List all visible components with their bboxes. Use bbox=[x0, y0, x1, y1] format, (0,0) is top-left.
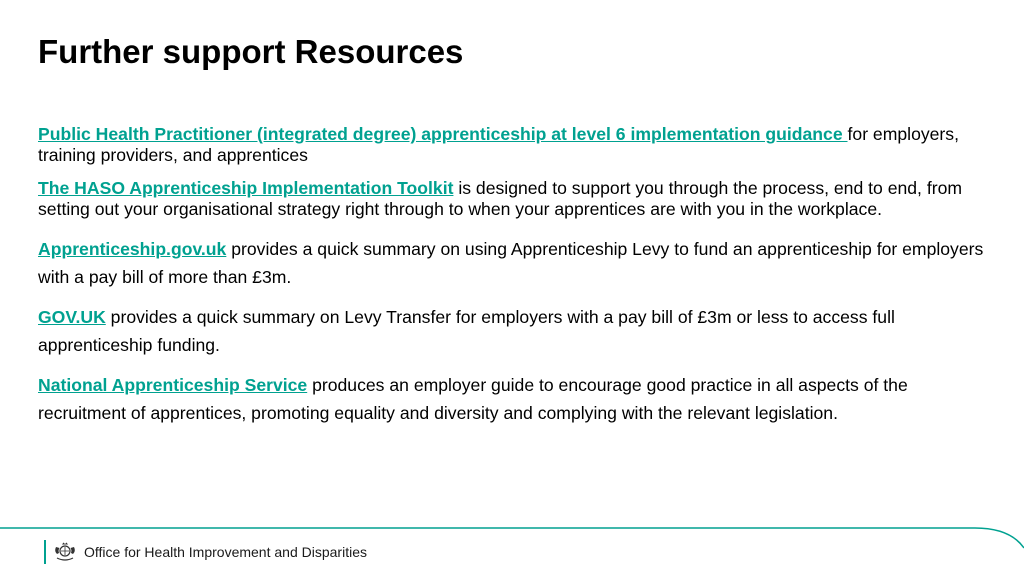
resource-description: for employers, training providers, and apprentices bbox=[38, 124, 959, 165]
link-gov-uk[interactable]: GOV.UK bbox=[38, 307, 106, 327]
resource-description: provides a quick summary on using Apprenticeship Levy to fund an apprenticeship for employers with a pay bill of more than £3m. bbox=[38, 239, 984, 287]
royal-crest-icon bbox=[53, 541, 77, 563]
resource-paragraph-nas bbox=[38, 371, 988, 427]
resource-description: produces an employer guide to encourage good practice in all aspects of the recruitment of apprentices, promoting equality and diversity and complying with the relevant legislation. bbox=[38, 375, 908, 423]
link-haso-toolkit[interactable]: The HASO Apprenticeship Implementation Toolkit bbox=[38, 178, 454, 198]
footer-accent-bar bbox=[44, 540, 46, 564]
page-title: Further support Resources bbox=[38, 33, 464, 70]
resource-paragraph-apprenticeship-gov bbox=[38, 235, 988, 291]
resource-paragraph-gov-uk bbox=[38, 303, 988, 359]
resource-paragraph-haso-toolkit bbox=[38, 178, 988, 220]
link-national-apprenticeship-service[interactable]: National Apprenticeship Service bbox=[38, 375, 308, 395]
resource-description: provides a quick summary on Levy Transfer for employers with a pay bill of £3m or less to access full apprenticeship funding. bbox=[38, 307, 895, 355]
link-phpr-implementation-guidance[interactable]: Public Health Practitioner (integrated degree) apprenticeship at level 6 implementation guidance bbox=[38, 124, 848, 144]
link-apprenticeship-gov-uk[interactable]: Apprenticeship.gov.uk bbox=[38, 239, 227, 259]
organisation-name: Office for Health Improvement and Disparities bbox=[84, 544, 367, 560]
footer-branding bbox=[44, 540, 367, 564]
resources-list bbox=[38, 124, 988, 427]
resource-paragraph-phpr-guidance bbox=[38, 124, 988, 166]
resource-description: is designed to support you through the process, end to end, from setting out your organisational strategy right through to when your apprentices are with you in the workplace. bbox=[38, 178, 963, 219]
